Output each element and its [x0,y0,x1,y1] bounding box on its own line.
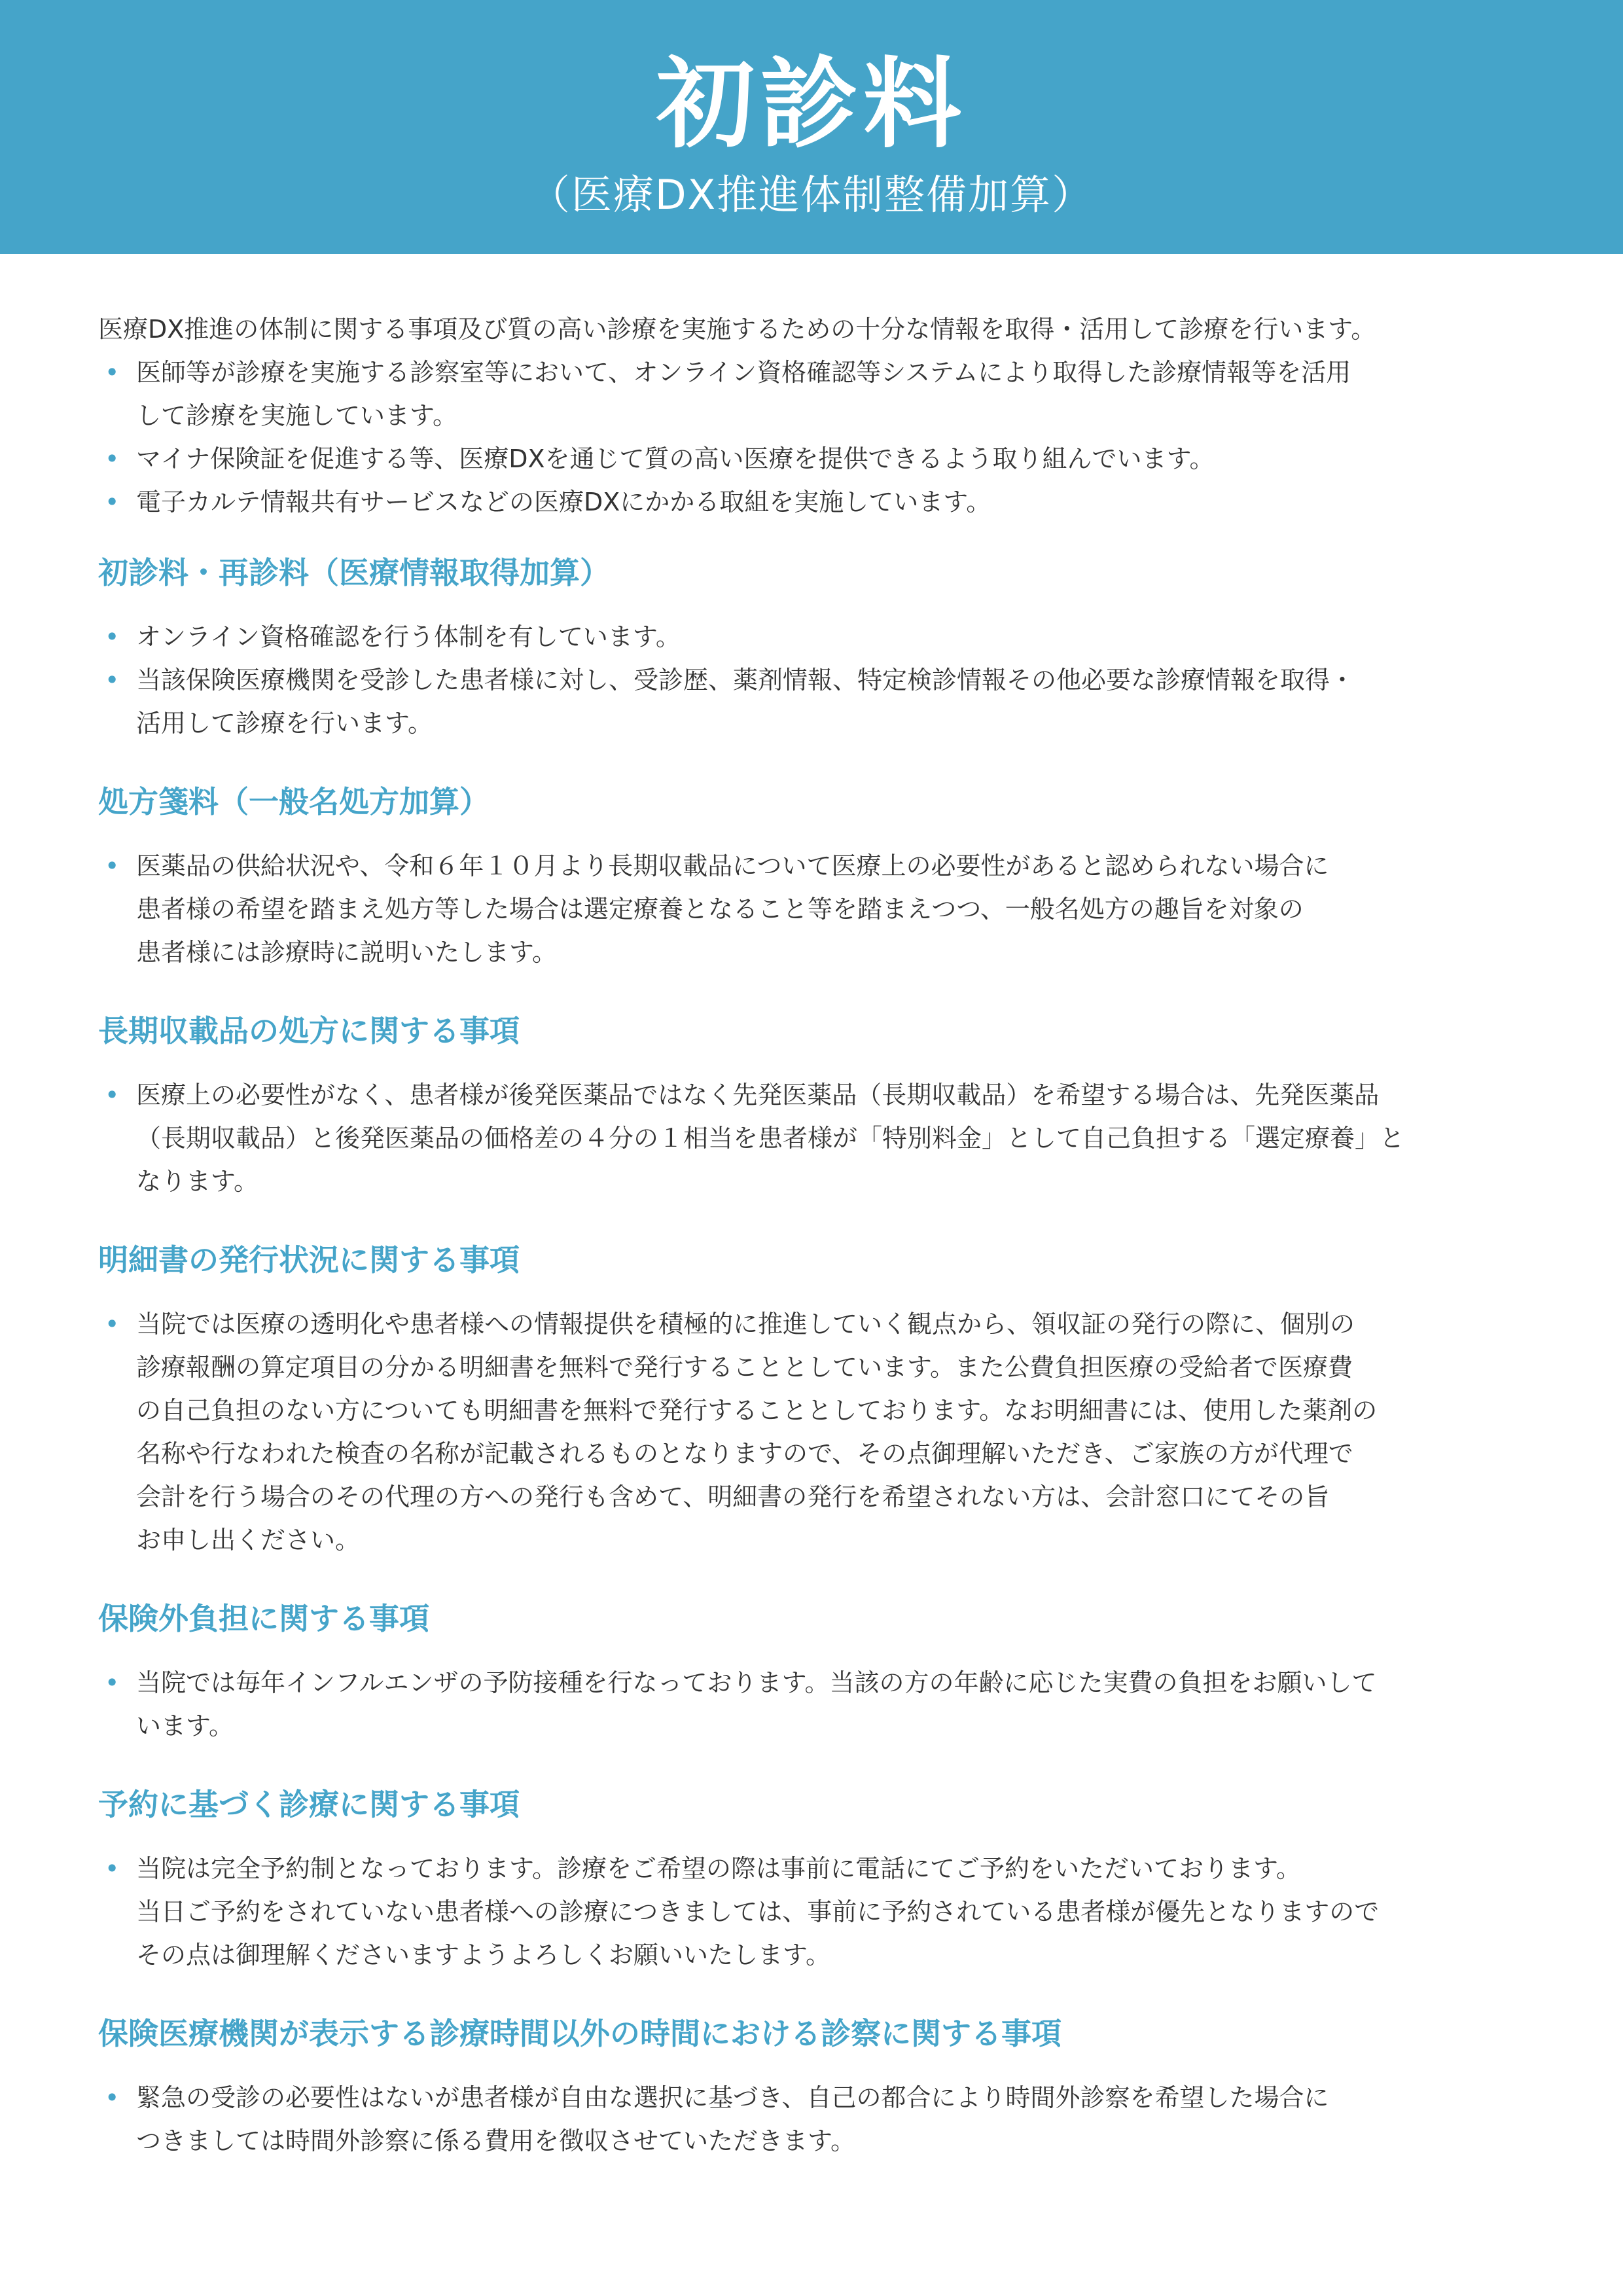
bullet-line: 当院は完全予約制となっております。診療をご希望の際は事前に電話にてご予約をいただいております。 [136,1854,1301,1883]
section-heading: 予約に基づく診療に関する事項 [98,1787,520,1822]
section-bullet-list [98,1661,1525,1748]
intro-bullet-list [98,351,1525,524]
bullet-line: 当院では医療の透明化や患者様への情報提供を積極的に推進していく観点から、領収証の発行の際に、個別の [136,1310,1355,1338]
section-bullet-list [98,1302,1525,1562]
bullet-line: 医師等が診療を実施する診察室等において、オンライン資格確認等システムにより取得した診療情報等を活用 [136,358,1351,387]
section [98,1008,1525,1203]
section [98,1237,1525,1562]
main-content [98,308,1525,2162]
bullet-dot-icon: • [105,1081,120,1109]
section-heading: 保険外負担に関する事項 [98,1601,429,1636]
bullet-item [98,615,1525,658]
page-header [0,0,1623,254]
section [98,550,1525,745]
bullet-dot-icon: • [105,1668,120,1697]
section [98,2011,1525,2162]
bullet-line: つきましては時間外診察に係る費用を徴収させていただきます。 [136,2126,855,2155]
bullet-line: （長期収載品）と後発医薬品の価格差の４分の１相当を患者様が「特別料金」として自己負担する「選定療養」と [136,1124,1405,1153]
bullet-item [98,480,1525,524]
bullet-line: 当日ご予約をされていない患者様への診療につきましては、事前に予約されている患者様が優先となりますので [136,1897,1380,1926]
intro-text: 医療DX推進の体制に関する事項及び質の高い診療を実施するための十分な情報を取得・活用して診療を行います。 [98,315,1376,344]
section-bullet-list [98,2076,1525,2162]
bullet-item [98,1847,1525,1977]
bullet-dot-icon: • [105,666,120,694]
bullet-dot-icon: • [105,444,120,473]
page-title: 初診料 [656,48,967,162]
section [98,779,1525,974]
bullet-line: 患者様には診療時に説明いたします。 [136,938,557,967]
bullet-item [98,351,1525,437]
bullet-line: 医療上の必要性がなく、患者様が後発医薬品ではなく先発医薬品（長期収載品）を希望する場合は、先発医薬品 [136,1081,1380,1109]
bullet-item [98,844,1525,974]
section-bullet-list [98,1847,1525,1977]
bullet-line: の自己負担のない方についても明細書を無料で発行することとしております。なお明細書には、使用した薬剤の [136,1396,1378,1425]
bullet-line: います。 [136,1712,234,1740]
section-heading: 長期収載品の処方に関する事項 [98,1013,520,1049]
bullet-dot-icon: • [105,852,120,880]
bullet-dot-icon: • [105,358,120,387]
bullet-line: お申し出ください。 [136,1526,361,1554]
bullet-line: して診療を実施しています。 [136,401,457,430]
bullet-dot-icon: • [105,1310,120,1338]
bullet-dot-icon: • [105,622,120,651]
bullet-line: 電子カルテ情報共有サービスなどの医療DXにかかる取組を実施しています。 [136,488,991,516]
bullet-line: 緊急の受診の必要性はないが患者様が自由な選択に基づき、自己の都合により時間外診察を希望した場合に [136,2083,1329,2112]
bullet-dot-icon: • [105,488,120,516]
section-bullet-list [98,615,1525,745]
bullet-item [98,1073,1525,1203]
section-heading: 初診料・再診料（医療情報取得加算） [98,555,610,590]
bullet-item [98,1302,1525,1562]
sections-container [98,550,1525,2162]
bullet-item [98,437,1525,480]
section-bullet-list [98,844,1525,974]
bullet-line: 診療報酬の算定項目の分かる明細書を無料で発行することとしています。また公費負担医療の受給者で医療費 [136,1353,1353,1382]
section-bullet-list [98,1073,1525,1203]
bullet-dot-icon: • [105,1854,120,1883]
page-subtitle: （医療DX推進体制整備加算） [529,171,1094,219]
section-heading: 明細書の発行状況に関する事項 [98,1242,520,1278]
bullet-item [98,658,1525,745]
bullet-line: 活用して診療を行います。 [136,709,433,738]
bullet-line: 会計を行う場合のその代理の方への発行も含めて、明細書の発行を希望されない方は、会計窓口にてその旨 [136,1482,1330,1511]
bullet-line: 医薬品の供給状況や、令和６年１０月より長期収載品について医療上の必要性があると認められない場合に [136,852,1329,880]
bullet-item [98,1661,1525,1748]
section-heading: 処方箋料（一般名処方加算） [98,784,490,819]
bullet-line: 名称や行なわれた検査の名称が記載されるものとなりますので、その点御理解いただき、ご家族の方が代理で [136,1439,1353,1468]
bullet-dot-icon: • [105,2083,120,2112]
bullet-line: なります。 [136,1167,259,1196]
bullet-line: 当院では毎年インフルエンザの予防接種を行なっております。当該の方の年齢に応じた実費の負担をお願いして [136,1668,1377,1697]
bullet-line: マイナ保険証を促進する等、医療DXを通じて質の高い医療を提供できるよう取り組んでいます。 [136,444,1215,473]
section [98,1596,1525,1748]
bullet-line: オンライン資格確認を行う体制を有しています。 [136,622,681,651]
section [98,1782,1525,1977]
bullet-item [98,2076,1525,2162]
bullet-line: 患者様の希望を踏まえ処方等した場合は選定療養となること等を踏まえつつ、一般名処方の趣旨を対象の [136,895,1304,924]
bullet-line: その点は御理解くださいますようよろしくお願いいたします。 [136,1941,830,1969]
section-heading: 保険医療機関が表示する診療時間以外の時間における診察に関する事項 [98,2016,1061,2051]
bullet-line: 当該保険医療機関を受診した患者様に対し、受診歴、薬剤情報、特定検診情報その他必要な診療情報を取得・ [136,666,1355,694]
